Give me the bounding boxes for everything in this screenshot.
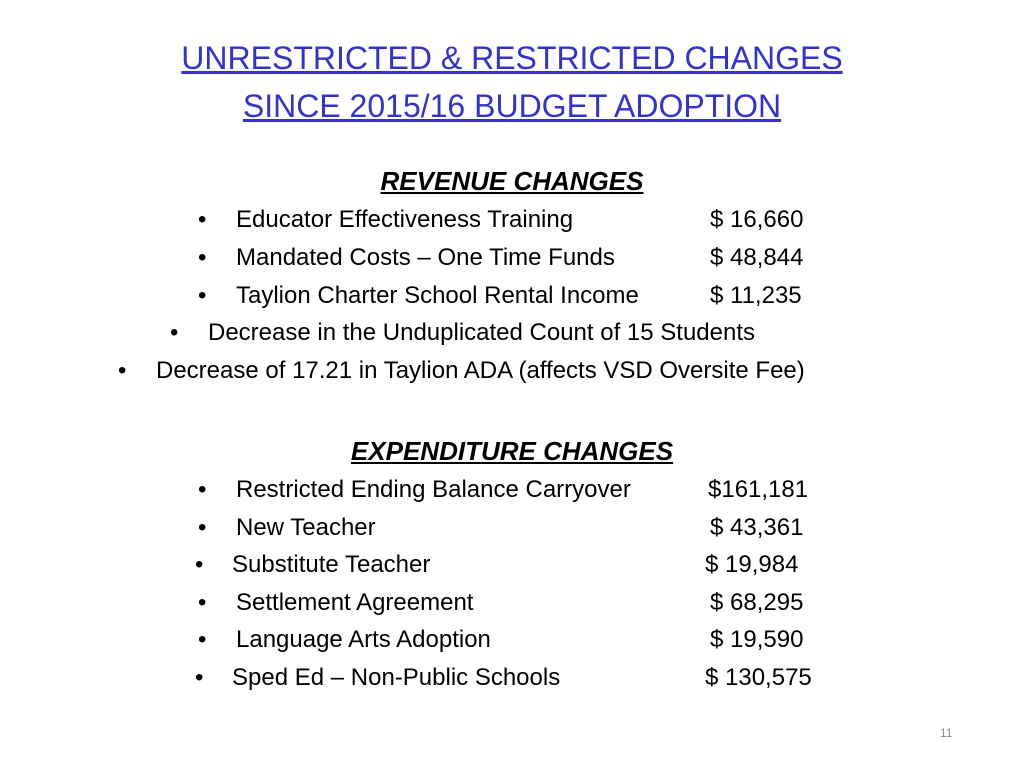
bullet-icon: • [170, 319, 179, 346]
expenditure-item-label: Settlement Agreement [236, 589, 474, 616]
expenditure-item-label: Language Arts Adoption [236, 626, 491, 653]
revenue-item-label: Educator Effectiveness Training [236, 206, 574, 233]
slide-title-line-2: SINCE 2015/16 BUDGET ADOPTION [242, 88, 782, 124]
revenue-item-amount: $ 48,844 [710, 244, 804, 271]
bullet-icon: • [198, 514, 207, 541]
revenue-item-amount: $ 11,235 [710, 282, 802, 309]
expenditure-item-label: Sped Ed – Non-Public Schools [232, 664, 561, 691]
expenditure-item-amount: $ 19,984 [705, 551, 799, 578]
revenue-heading: REVENUE CHANGES [380, 166, 644, 196]
expenditure-item-amount: $ 68,295 [710, 589, 804, 616]
bullet-icon: • [198, 626, 207, 653]
expenditure-item-label: Substitute Teacher [232, 551, 431, 578]
bullet-icon: • [198, 282, 207, 309]
bullet-icon: • [198, 476, 207, 503]
page-number: 11 [940, 726, 953, 740]
bullet-icon: • [198, 244, 207, 271]
expenditure-item-amount: $ 43,361 [710, 514, 804, 541]
expenditure-item-label: Restricted Ending Balance Carryover [236, 476, 631, 503]
expenditure-item-amount: $161,181 [708, 476, 809, 503]
bullet-icon: • [195, 664, 204, 691]
slide-title-line-1: UNRESTRICTED & RESTRICTED CHANGES [181, 40, 843, 76]
expenditure-item-label: New Teacher [236, 514, 376, 541]
revenue-item-amount: $ 16,660 [710, 206, 804, 233]
revenue-item-label: Decrease in the Unduplicated Count of 15 Students [208, 319, 756, 346]
expenditure-heading: EXPENDITURE CHANGES [350, 436, 674, 466]
expenditure-item-amount: $ 130,575 [705, 664, 812, 691]
bullet-icon: • [198, 589, 207, 616]
revenue-item-label: Taylion Charter School Rental Income [236, 282, 639, 309]
expenditure-item-amount: $ 19,590 [710, 626, 804, 653]
bullet-icon: • [198, 206, 207, 233]
revenue-item-label: Decrease of 17.21 in Taylion ADA (affects VSD Oversite Fee) [156, 357, 805, 384]
revenue-item-label: Mandated Costs – One Time Funds [236, 244, 615, 271]
bullet-icon: • [118, 357, 127, 384]
bullet-icon: • [195, 551, 204, 578]
